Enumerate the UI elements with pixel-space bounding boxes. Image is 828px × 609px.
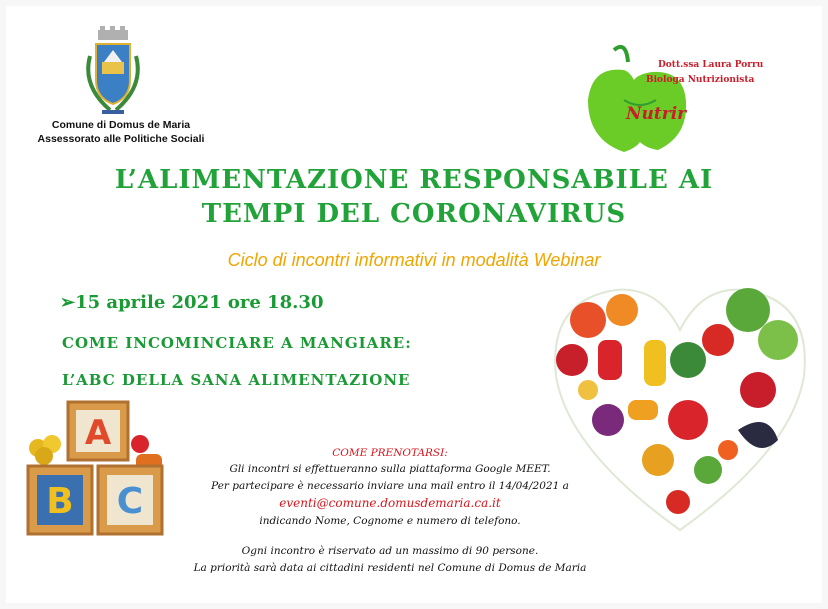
event-heading-1: COME INCOMINCIARE A MANGIARE:	[62, 334, 412, 352]
booking-heading-text: COME PRENOTARSI:	[332, 447, 448, 459]
title-line-1: L’ALIMENTAZIONE RESPONSABILE AI	[114, 165, 714, 195]
comune-caption	[36, 118, 206, 146]
comune-department: Assessorato alle Politiche Sociali	[37, 133, 205, 145]
nutritionist-title: Biologa Nutrizionista	[646, 75, 755, 85]
arrow-bullet-icon: ➢	[60, 292, 76, 313]
block-b-letter: B	[46, 481, 74, 522]
title-line-2: TEMPI DEL CORONAVIRUS	[201, 199, 627, 229]
event-date: 15 aprile 2021 ore 18.30	[75, 292, 324, 313]
booking-line-5: La priorità sarà data ai cittadini residenti nel Comune di Domus de Maria	[193, 562, 587, 574]
comune-name: Comune di Domus de Maria	[51, 119, 191, 131]
booking-line-2: Per partecipare è necessario inviare una mail entro il 14/04/2021 a	[211, 480, 569, 492]
nutrir-logo-text: Nutrir	[626, 104, 687, 124]
nutritionist-name: Dott.ssa Laura Porru	[658, 60, 764, 70]
booking-heading	[160, 447, 620, 459]
event-date-row	[60, 292, 323, 313]
abc-blocks-image	[24, 398, 174, 544]
booking-email-link[interactable]: eventi@comune.domusdemaria.ca.it	[279, 496, 501, 510]
event-heading-2: L’ABC DELLA SANA ALIMENTAZIONE	[62, 371, 411, 389]
block-c-letter: C	[116, 481, 144, 522]
apple-logo-icon	[584, 40, 696, 156]
booking-line-4: Ogni incontro è riservato ad un massimo di 90 persone.	[241, 545, 539, 557]
block-a-letter: A	[84, 413, 112, 453]
coat-of-arms-icon	[80, 26, 146, 120]
booking-line-1: Gli incontri si effettueranno sulla piattaforma Google MEET.	[229, 463, 551, 475]
subtitle: Ciclo di incontri informativi in modalità Webinar	[227, 250, 601, 270]
booking-line-3: indicando Nome, Cognome e numero di telefono.	[259, 515, 521, 527]
